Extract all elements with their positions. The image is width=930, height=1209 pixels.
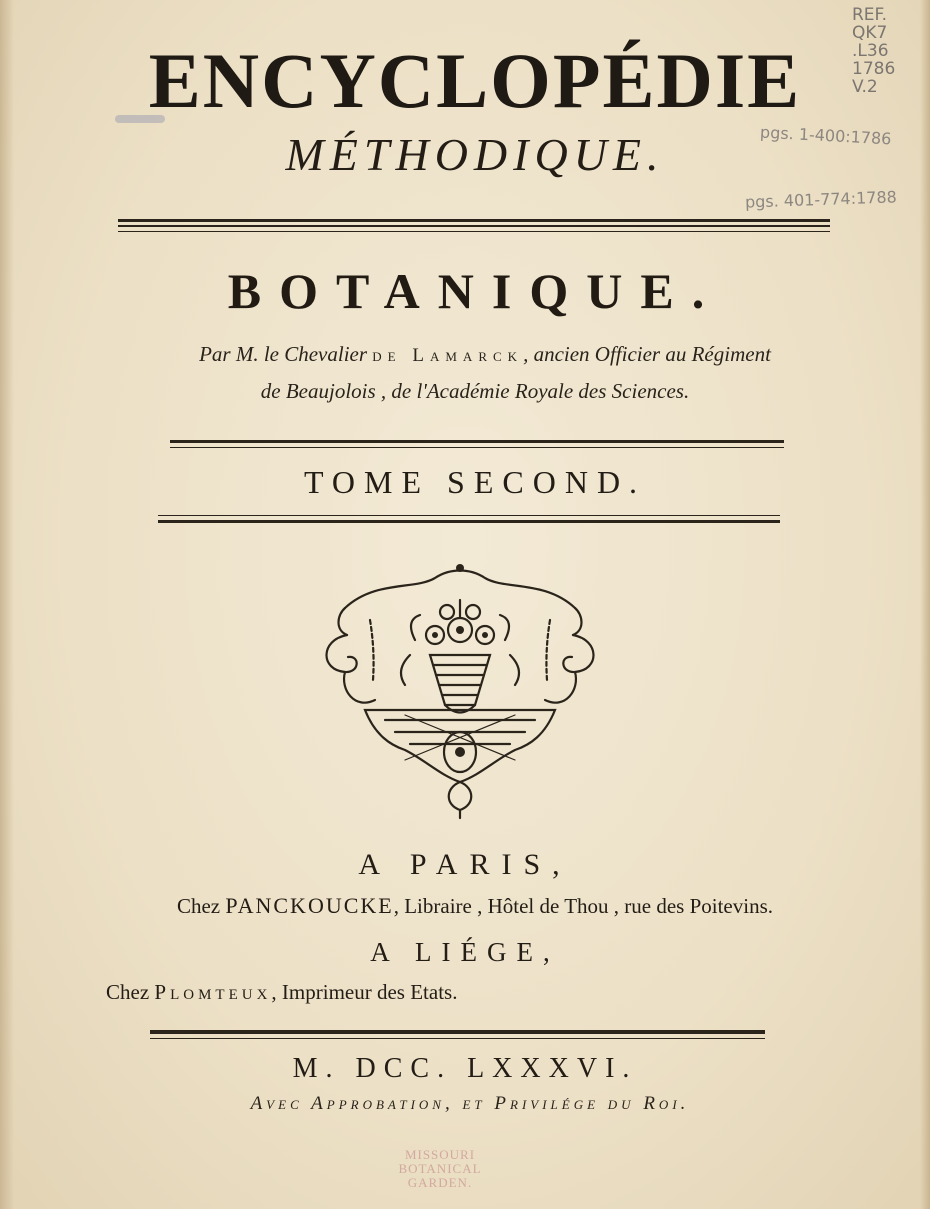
call-number-line: REF. xyxy=(852,5,888,25)
rule-mid-4 xyxy=(158,520,780,523)
rule-mid-3 xyxy=(158,515,780,516)
pencil-call-number xyxy=(852,6,922,96)
library-stamp xyxy=(385,1148,495,1190)
book-subtitle: MÉTHODIQUE. xyxy=(285,129,665,180)
section-title: BOTANIQUE. xyxy=(227,263,723,319)
rule-top-2 xyxy=(118,225,830,227)
publisher1-name: PANCKOUCKE xyxy=(225,893,394,918)
imprint-city-liege: A LIÉGE, xyxy=(370,937,560,967)
rule-mid-2 xyxy=(170,447,784,448)
publisher1-suffix: , Libraire , Hôtel de Thou , rue des Poitevins. xyxy=(393,894,774,918)
stamp-line: MISSOURI xyxy=(404,1147,476,1162)
rule-top-3 xyxy=(118,231,830,232)
publisher2-prefix: Chez xyxy=(106,980,150,1004)
author-line-1 xyxy=(60,342,910,367)
call-number-line: V.2 xyxy=(852,77,878,97)
pencil-pages-note-2: pgs. 401-774:1788 xyxy=(744,187,898,212)
printers-ornament-icon xyxy=(315,560,605,822)
call-number-line: QK7 xyxy=(852,23,888,43)
pencil-pages-note-1: pgs. 1-400:1786 xyxy=(759,122,892,149)
rule-mid-1 xyxy=(170,440,784,443)
rule-bottom-2 xyxy=(150,1038,765,1039)
book-title: ENCYCLOPÉDIE xyxy=(148,37,802,124)
author-suffix: , ancien Officier au Régiment xyxy=(523,342,771,366)
rule-bottom-1 xyxy=(150,1030,765,1034)
publisher2-name: Plomteux xyxy=(154,980,272,1004)
author-name: de Lamarck xyxy=(372,345,524,366)
stamp-line: BOTANICAL xyxy=(398,1161,482,1176)
imprint-publisher-paris xyxy=(40,893,910,919)
stamp-line: GARDEN. xyxy=(407,1175,473,1190)
page-edge-right xyxy=(920,0,930,1209)
page-edge-left xyxy=(0,0,14,1209)
publication-year: M. DCC. LXXXVI. xyxy=(292,1053,638,1084)
call-number-line: 1786 xyxy=(852,59,896,79)
author-prefix: Par M. le Chevalier xyxy=(199,342,368,366)
call-number-line: .L36 xyxy=(852,41,889,61)
rule-top-1 xyxy=(118,219,830,222)
imprint-publisher-liege xyxy=(106,980,706,1005)
publisher1-prefix: Chez xyxy=(176,894,221,918)
publisher2-suffix: , Imprimeur des Etats. xyxy=(271,980,458,1004)
volume-label: TOME SECOND. xyxy=(303,464,647,500)
imprint-city-paris: A PARIS, xyxy=(358,848,572,881)
royal-privilege: Avec Approbation, et Privilége du Roi. xyxy=(250,1093,690,1114)
author-line-2: de Beaujolois , de l'Académie Royale des Sciences. xyxy=(260,379,690,403)
